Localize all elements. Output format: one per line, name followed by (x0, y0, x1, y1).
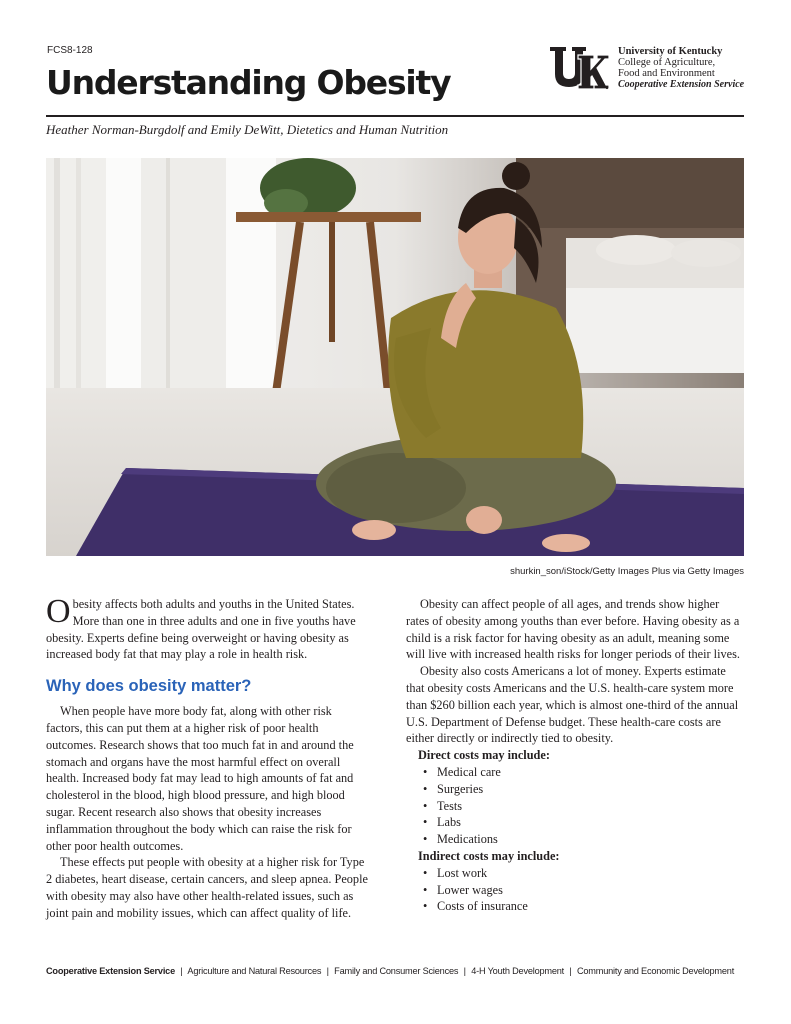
list-item: • Medications (422, 831, 744, 848)
university-name: University of Kentucky (618, 46, 723, 57)
indirect-costs-list (406, 865, 744, 915)
list-item: • Tests (422, 798, 744, 815)
drop-cap: O (46, 593, 71, 630)
footer-separator: | (569, 966, 572, 976)
footer-separator: | (463, 966, 466, 976)
footer-item: Community and Economic Development (576, 966, 735, 976)
hero-photo (46, 158, 744, 556)
list-item: • Costs of insurance (422, 898, 744, 915)
footer-item: Agriculture and Natural Resources (187, 966, 322, 976)
footer-separator: | (180, 966, 183, 976)
intro-text: besity affects both adults and youths in the United States. More than one in three adults and one in five youths have obesity. Experts define being overweight or having obesity as increased body fat that may play a role in health risk. (46, 597, 356, 662)
body-paragraph: These effects put people with obesity at a higher risk for Type 2 diabetes, heart disease, certain cancers, and sleep apnea. People with obesity may also have other health-related issues, such as joint pain and mobility issues, which can affect quality of life. (46, 855, 368, 920)
indirect-costs-heading: Indirect costs may include: (418, 848, 560, 863)
list-item: • Medical care (422, 764, 744, 781)
list-item: • Surgeries (422, 781, 744, 798)
direct-costs-list (406, 764, 744, 848)
footer-item: Cooperative Extension Service (46, 966, 176, 976)
body-paragraph: Obesity also costs Americans a lot of money. Experts estimate that obesity costs Americans and the U.S. health-care system more than $260 billion each year, which is almost one-third of the annual U.S. Department of Defense budget. These health-care costs are either directly or indirectly tied to obesity. (406, 664, 739, 746)
header-rule (46, 115, 744, 117)
list-item: • Lower wages (422, 882, 744, 899)
footer-item: Family and Consumer Sciences (334, 966, 459, 976)
document-title: Understanding Obesity (46, 63, 451, 102)
left-column (46, 593, 371, 922)
publication-code: FCS8-128 (47, 45, 93, 56)
university-block (618, 46, 744, 90)
college-name-line2: Food and Environment (618, 68, 715, 79)
body-paragraph: Obesity can affect people of all ages, and trends show higher rates of obesity among youths than ever before. Having obesity as a child is a risk factor for having obesity as an adult, meaning some will live with increased health risks for longer periods of their lives. (406, 597, 740, 662)
right-column (406, 596, 744, 915)
college-name-line1: College of Agriculture, (618, 57, 716, 68)
list-item: • Lost work (422, 865, 744, 882)
footer-programs (46, 966, 734, 976)
body-paragraph: When people have more body fat, along with other risk factors, this can put them at a higher risk of poor health outcomes. Research shows that too much fat in and around the stomach and organs have the most harmful effect on overall health. Increased body fat may lead to high amounts of fat and cholesterol in the blood, high blood pressure, and high blood sugar. Recent research also shows that obesity increases inflammation throughout the body which can raise the risk for other poor health outcomes. (46, 704, 354, 853)
authors-line: Heather Norman-Burgdolf and Emily DeWitt, Dietetics and Human Nutrition (46, 122, 449, 137)
list-item: • Labs (422, 814, 744, 831)
uk-logo (548, 45, 610, 91)
footer-item: 4-H Youth Development (471, 966, 565, 976)
photo-credit: shurkin_son/iStock/Getty Images Plus via Getty Images (510, 566, 744, 577)
direct-costs-heading: Direct costs may include: (418, 748, 550, 763)
intro-paragraph (46, 593, 371, 663)
extension-service: Cooperative Extension Service (618, 79, 745, 90)
footer-separator: | (326, 966, 329, 976)
section-heading: Why does obesity matter? (46, 677, 252, 696)
